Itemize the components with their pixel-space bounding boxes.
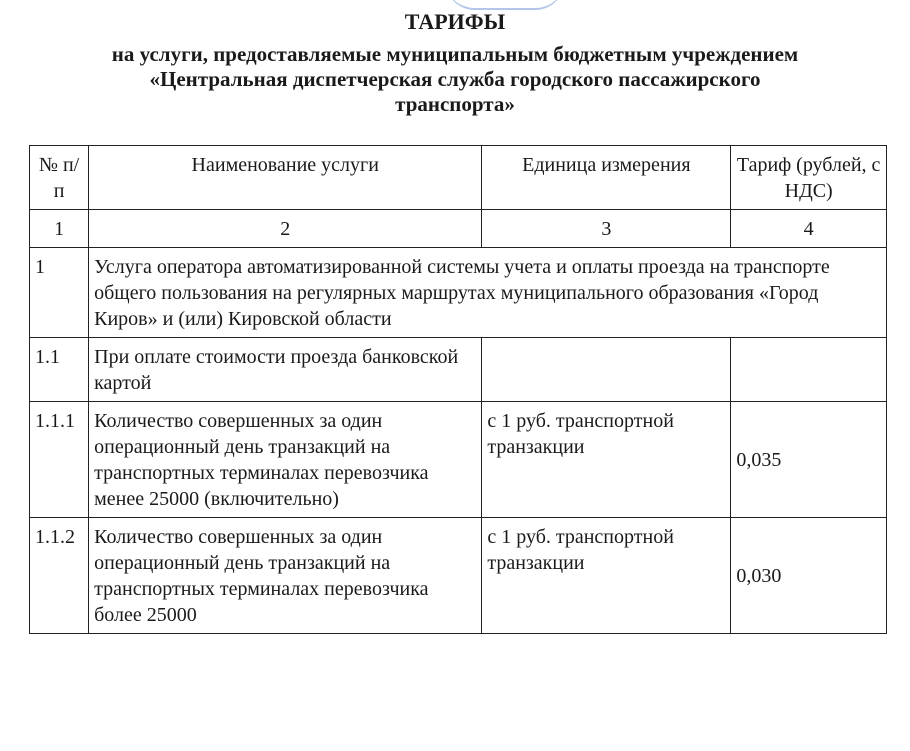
column-number: 2 [89, 210, 482, 248]
column-number: 1 [30, 210, 89, 248]
unit-cell: с 1 руб. транспортной транзакции [482, 518, 731, 634]
subtitle-line-3: транспорта» [395, 92, 515, 116]
unit-cell: с 1 руб. транспортной транзакции [482, 402, 731, 518]
column-header-tariff: Тариф (рублей, с НДС) [731, 146, 887, 210]
table-row [30, 338, 887, 402]
column-number: 4 [731, 210, 887, 248]
table-header-row [30, 146, 887, 210]
unit-cell [482, 338, 731, 402]
tariff-cell: 0,035 [731, 402, 887, 518]
column-number: 3 [482, 210, 731, 248]
column-header-number: № п/п [30, 146, 89, 210]
service-name: Услуга оператора автоматизированной системы учета и оплаты проезда на транспорте общего пользования на регулярных маршрутах муниципального образования «Город Киров» и (или) Кировской области [89, 248, 887, 338]
table-row [30, 402, 887, 518]
service-name: Количество совершенных за один операционный день транзакций на транспортных терминалах перевозчика менее 25000 (включительно) [89, 402, 482, 518]
tariffs-table [29, 145, 887, 634]
column-numbers-row [30, 210, 887, 248]
service-name: Количество совершенных за один операционный день транзакций на транспортных терминалах перевозчика более 25000 [89, 518, 482, 634]
subtitle-line-2: «Центральная диспетчерская служба городского пассажирского [149, 67, 761, 91]
subtitle-line-1: на услуги, предоставляемые муниципальным бюджетным учреждением [111, 42, 799, 66]
table-row [30, 248, 887, 338]
service-name: При оплате стоимости проезда банковской картой [89, 338, 482, 402]
column-header-service: Наименование услуги [89, 146, 482, 210]
column-header-unit: Единица измерения [482, 146, 731, 210]
row-number: 1.1.1 [30, 402, 89, 518]
row-number: 1 [30, 248, 89, 338]
row-number: 1.1 [30, 338, 89, 402]
document-title: ТАРИФЫ [404, 9, 506, 34]
table-row [30, 518, 887, 634]
row-number: 1.1.2 [30, 518, 89, 634]
tariff-cell: 0,030 [731, 518, 887, 634]
tariff-cell [731, 338, 887, 402]
